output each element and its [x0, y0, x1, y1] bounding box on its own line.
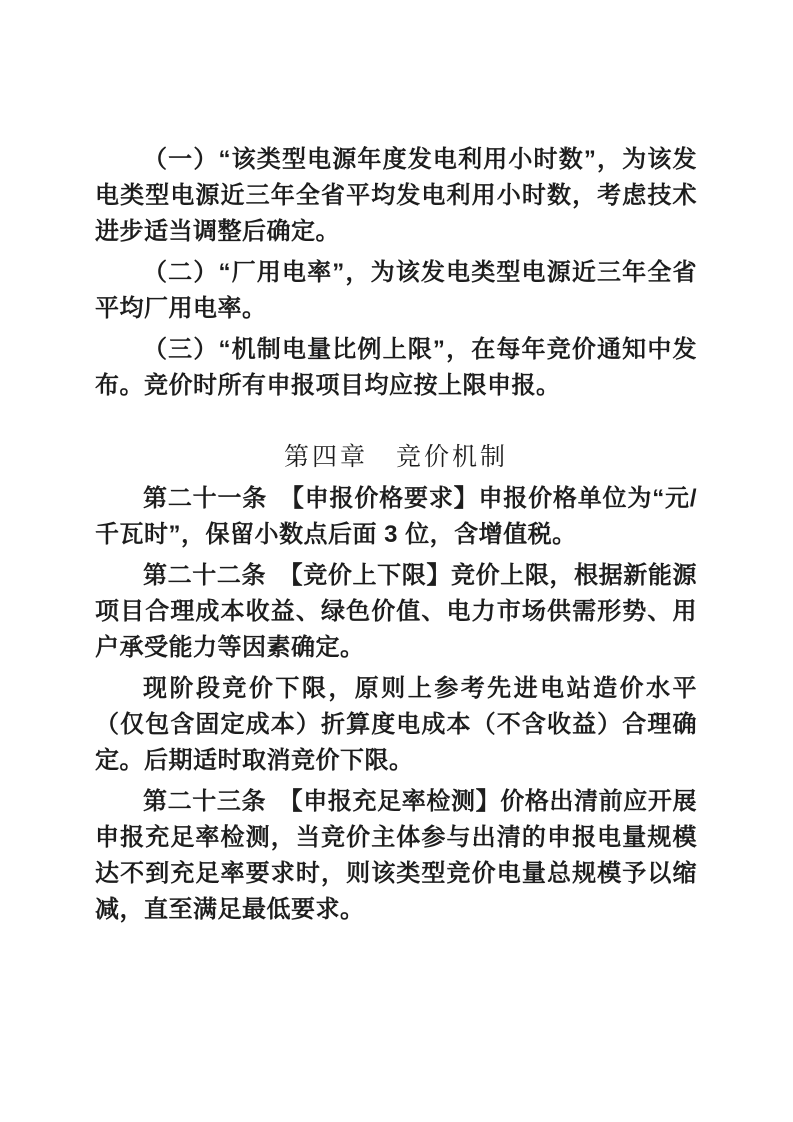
- clause-paragraph-1: （一）“该类型电源年度发电利用小时数”，为该发电类型电源近三年全省平均发电利用小时数，考虑技术进步适当调整后确定。: [95, 146, 697, 245]
- document-body: [95, 142, 697, 928]
- clause-paragraph-2: （二）“厂用电率”，为该发电类型电源近三年全省平均厂用电率。: [95, 259, 697, 322]
- clause-paragraph-3: （三）“机制电量比例上限”，在每年竞价通知中发布。竞价时所有申报项目均应按上限申报。: [95, 336, 697, 399]
- article-paragraph-22: 第二十二条 【竞价上下限】竞价上限，根据新能源项目合理成本收益、绿色价值、电力市场供需形势、用户承受能力等因素确定。: [95, 562, 697, 661]
- article-paragraph-21: 第二十一条 【申报价格要求】申报价格单位为“元/千瓦时”，保留小数点后面 3 位，含增值税。: [95, 485, 697, 548]
- article-paragraph-23: 第二十三条 【申报充足率检测】价格出清前应开展申报充足率检测，当竞价主体参与出清的申报电量规模达不到充足率要求时，则该类型竞价电量总规模予以缩减，直至满足最低要求。: [95, 788, 697, 923]
- article-paragraph-22-continued: 现阶段竞价下限，原则上参考先进电站造价水平（仅包含固定成本）折算度电成本（不含收益）合理确定。后期适时取消竞价下限。: [95, 675, 697, 774]
- chapter-heading: 第四章 竞价机制: [283, 444, 508, 471]
